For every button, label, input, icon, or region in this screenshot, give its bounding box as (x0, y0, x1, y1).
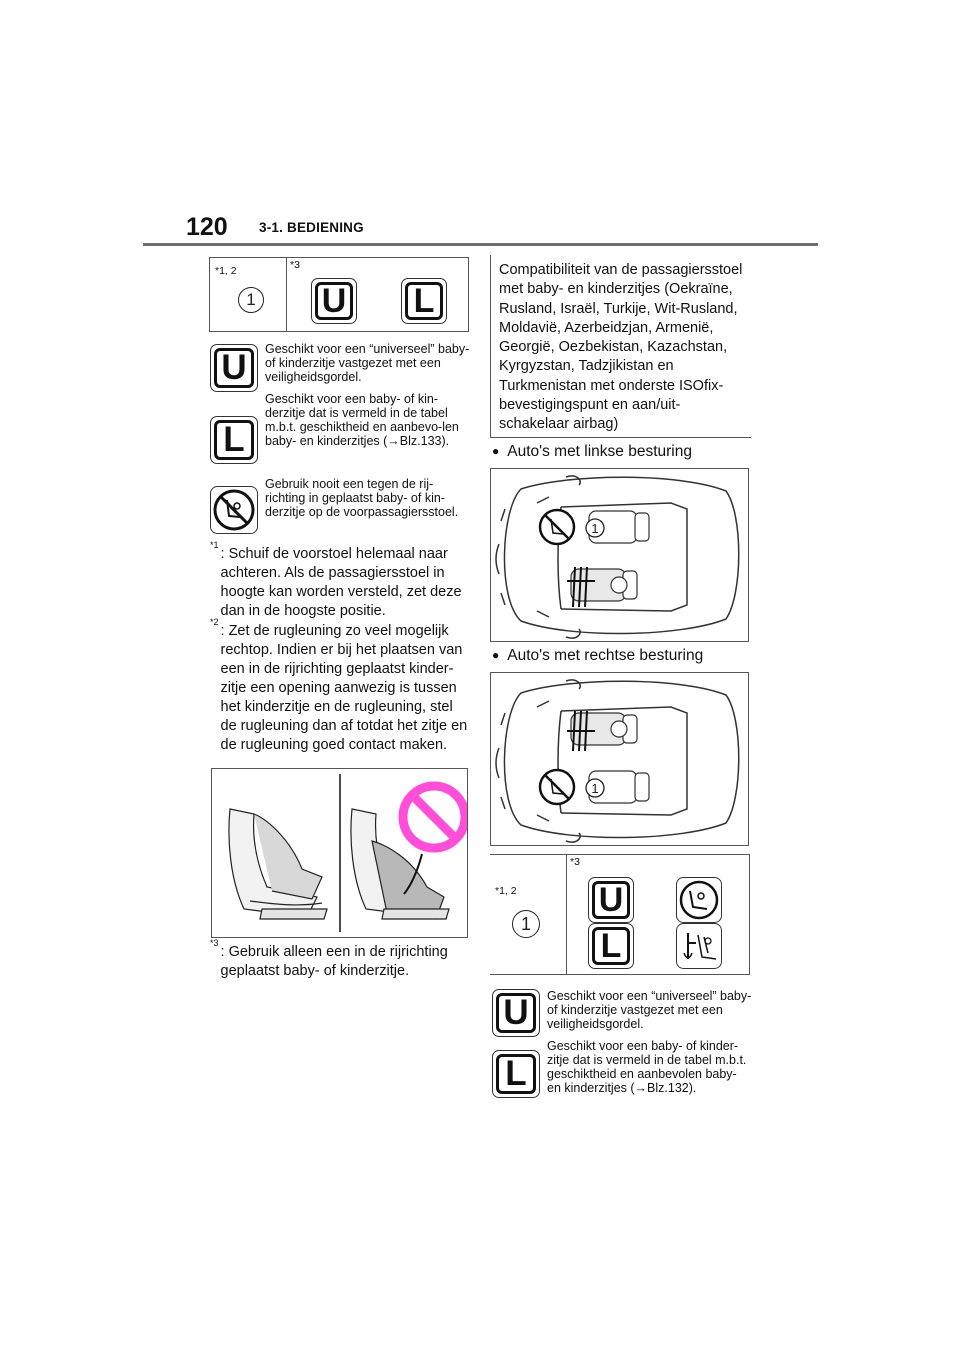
col-label-3: *3 (290, 259, 300, 271)
seat-number-label: 1 (591, 781, 599, 796)
universal-badge: U (311, 278, 357, 324)
footnote-1 (210, 540, 470, 621)
isofix-legend-table (490, 854, 750, 975)
l-category-badge: L (588, 923, 634, 969)
footnote-3-text: : Gebruik alleen een in de rijrichting geplaatst baby- of kinderzitje. (220, 944, 448, 979)
lhd-heading: ● Auto's met linkse besturing (492, 443, 692, 461)
universal-badge: U (492, 989, 540, 1037)
universal-badge: U (210, 344, 258, 392)
rhd-heading: ● Auto's met rechtse besturing (492, 647, 703, 665)
page-number: 120 (186, 213, 228, 241)
compatibility-box (490, 255, 751, 438)
l-category-badge: L (492, 1050, 540, 1098)
seat-number-label: 1 (591, 521, 599, 536)
lhd-car-diagram (490, 468, 749, 642)
footnote-1-label: *1 (210, 540, 219, 550)
isofix-anchor-icon (676, 923, 722, 969)
forward-facing-seat-icon (676, 877, 722, 923)
legend-text-universal: Geschikt voor een “universeel” baby- of kinderzitje vastgezet met een veiligheidsgordel. (547, 989, 752, 1031)
no-rear-facing-seat-icon (210, 486, 258, 534)
footnote-3 (210, 938, 470, 981)
rhd-car-diagram (490, 672, 749, 846)
compatibility-text: Compatibiliteit van de passagiersstoel met baby- en kinderzitjes (Oekraïne, Rusland, Israël, Turkije, Wit-Rusland, Moldavië, Azerbeidzjan, Armenië, Georgië, Oezbekistan, Kazachstan, Kyrgyzstan, Tadzjikistan en Turkmenistan met onderste ISOfix-bevestigingspunt en aan/uit-schakelaar airbag) (499, 262, 743, 433)
footnote-1-text: : Schuif de voorstoel helemaal naar achteren. Als de passagiersstoel in hoogte kan worden versteld, zet deze dan in de hoogste positie. (220, 546, 462, 619)
seat-number-circle: 1 (512, 910, 540, 938)
col-label-1-2: *1, 2 (215, 265, 237, 277)
col-label-1-2: *1, 2 (495, 885, 517, 897)
col-label-3: *3 (570, 856, 580, 868)
l-category-badge: L (401, 278, 447, 324)
header-rule (143, 243, 818, 246)
legend-text-l-category: Geschikt voor een baby- of kin-derzitje dat is vermeld in de tabel m.b.t. geschiktheid en aanbevo-len baby- en kinderzitjes (→Blz.133). (265, 392, 459, 448)
footnote-3-label: *3 (210, 938, 219, 948)
legend-text-universal: Geschikt voor een “universeel” baby- of kinderzitje vastgezet met een veiligheidsgordel. (265, 342, 470, 384)
footnote-2-text: : Zet de rugleuning zo veel mogelijk rechtop. Indien er bij het plaatsen van een in de rijrichting geplaatst kinder-zitje een opening aanwezig is tussen het kinderzitje en de rugleuning, stel de rugleuning dan af totdat het zitje en de rugleuning goed contact maken. (220, 623, 468, 753)
seat-legend-table (209, 257, 469, 332)
forward-facing-seat-illustration (211, 768, 468, 938)
footnote-2-label: *2 (210, 617, 219, 627)
legend-text-no-rear-facing: Gebruik nooit een tegen de rij-richting in geplaatst baby- of kin-derzitje op de voorpassagiersstoel. (265, 477, 459, 519)
legend-text-l-category: Geschikt voor een baby- of kinder-zitje dat is vermeld in de tabel m.b.t. geschiktheid en aanbevolen baby- en kinderzitjes (→Blz.132). (547, 1039, 747, 1095)
seat-number-circle: 1 (238, 287, 264, 313)
section-title: 3-1. BEDIENING (259, 220, 364, 235)
footnote-2 (210, 617, 470, 755)
universal-badge: U (588, 877, 634, 923)
l-category-badge: L (210, 416, 258, 464)
